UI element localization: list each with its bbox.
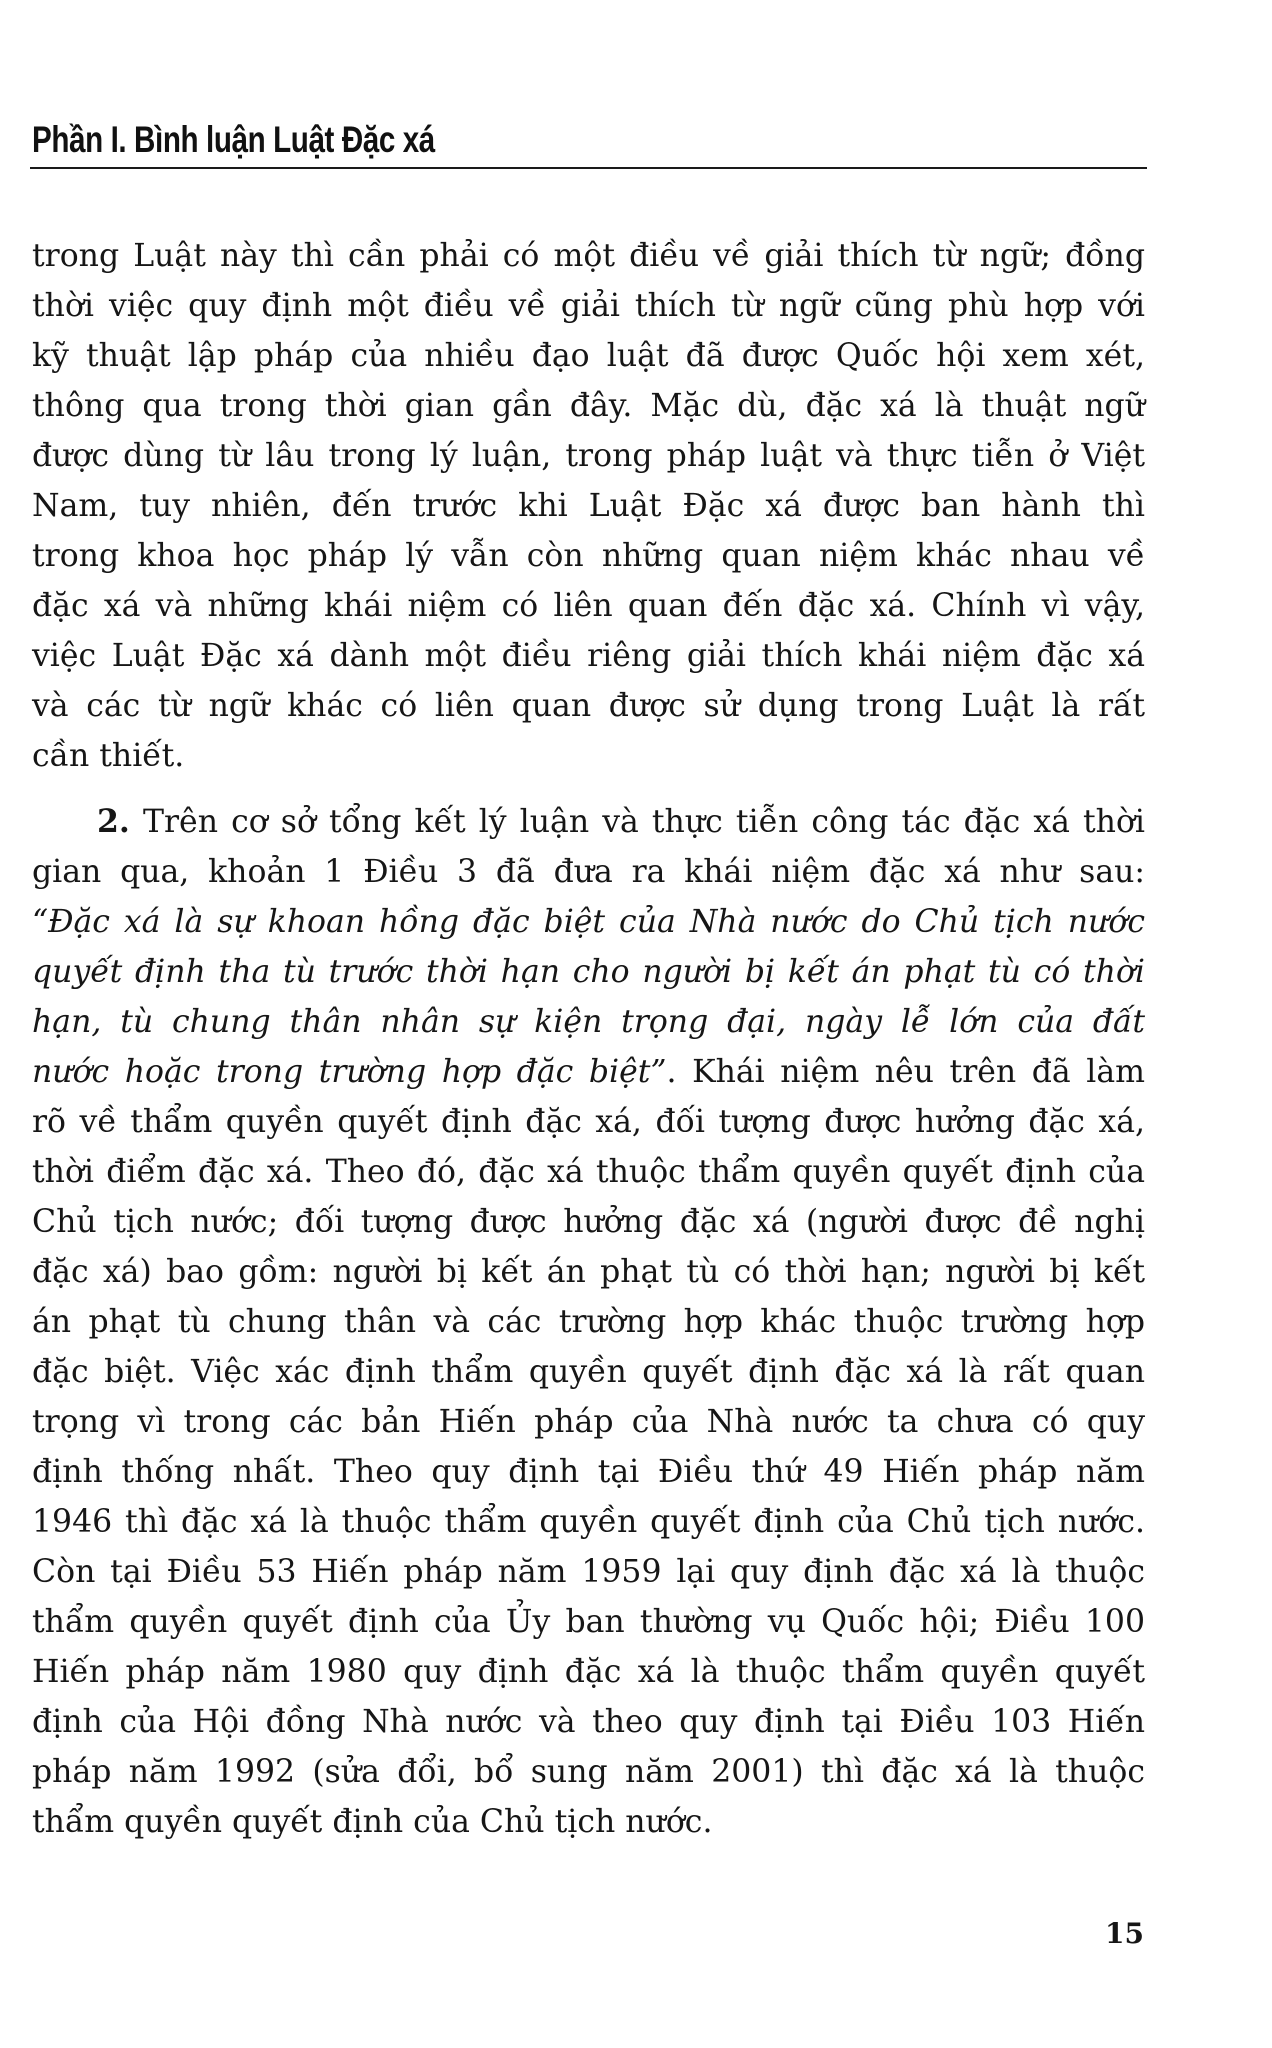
text-line: Nam, tuy nhiên, đến trước khi Luật Đặc xá được ban hành thì bbox=[32, 488, 1145, 524]
paragraph-number: 2. bbox=[97, 803, 130, 840]
text-line: định thống nhất. Theo quy định tại Điều thứ 49 Hiến pháp năm bbox=[32, 1454, 1145, 1490]
text-line: Còn tại Điều 53 Hiến pháp năm 1959 lại quy định đặc xá là thuộc bbox=[32, 1554, 1145, 1590]
text-span: . Khái niệm nêu trên đã làm bbox=[666, 1054, 1145, 1090]
text-line: cần thiết. bbox=[32, 738, 185, 774]
text-line: rõ về thẩm quyền quyết định đặc xá, đối tượng được hưởng đặc xá, bbox=[32, 1104, 1145, 1140]
quote-line: quyết định tha tù trước thời hạn cho người bị kết án phạt tù có thời bbox=[32, 954, 1145, 990]
text-line: đặc xá) bao gồm: người bị kết án phạt tù có thời hạn; người bị kết bbox=[32, 1254, 1145, 1290]
text-line: thẩm quyền quyết định của Ủy ban thường vụ Quốc hội; Điều 100 bbox=[32, 1604, 1145, 1640]
text-line: thẩm quyền quyết định của Chủ tịch nước. bbox=[32, 1804, 713, 1840]
text-line: đặc biệt. Việc xác định thẩm quyền quyết định đặc xá là rất quan bbox=[32, 1354, 1145, 1390]
text-line: và các từ ngữ khác có liên quan được sử dụng trong Luật là rất bbox=[32, 688, 1145, 724]
text-line: thời điểm đặc xá. Theo đó, đặc xá thuộc thẩm quyền quyết định của bbox=[32, 1154, 1145, 1190]
page-number: 15 bbox=[1105, 1917, 1144, 1950]
header-rule bbox=[30, 167, 1147, 169]
text-line: trong Luật này thì cần phải có một điều về giải thích từ ngữ; đồng bbox=[32, 238, 1145, 274]
quote-span: nước hoặc trong trường hợp đặc biệt” bbox=[32, 1054, 667, 1090]
text-line: án phạt tù chung thân và các trường hợp khác thuộc trường hợp bbox=[32, 1304, 1145, 1340]
text-line bbox=[97, 797, 1145, 847]
text-line: 1946 thì đặc xá là thuộc thẩm quyền quyết định của Chủ tịch nước. bbox=[32, 1504, 1145, 1540]
quote-line: hạn, tù chung thân nhân sự kiện trọng đại, ngày lễ lớn của đất bbox=[32, 1004, 1145, 1040]
quote-line: “Đặc xá là sự khoan hồng đặc biệt của Nhà nước do Chủ tịch nước bbox=[32, 904, 1145, 940]
text-line: việc Luật Đặc xá dành một điều riêng giải thích khái niệm đặc xá bbox=[32, 638, 1145, 674]
text-line bbox=[32, 1047, 1145, 1097]
text-line: kỹ thuật lập pháp của nhiều đạo luật đã được Quốc hội xem xét, bbox=[32, 338, 1145, 374]
text-line: pháp năm 1992 (sửa đổi, bổ sung năm 2001) thì đặc xá là thuộc bbox=[32, 1754, 1145, 1790]
text-line: định của Hội đồng Nhà nước và theo quy định tại Điều 103 Hiến bbox=[32, 1704, 1145, 1740]
text-line: thời việc quy định một điều về giải thích từ ngữ cũng phù hợp với bbox=[32, 288, 1145, 324]
text-line: trọng vì trong các bản Hiến pháp của Nhà nước ta chưa có quy bbox=[32, 1404, 1145, 1440]
text-line: trong khoa học pháp lý vẫn còn những quan niệm khác nhau về bbox=[32, 538, 1145, 574]
text-span: Trên cơ sở tổng kết lý luận và thực tiễn công tác đặc xá thời bbox=[129, 804, 1145, 840]
text-line: Hiến pháp năm 1980 quy định đặc xá là thuộc thẩm quyền quyết bbox=[32, 1654, 1145, 1690]
running-header: Phần I. Bình luận Luật Đặc xá bbox=[32, 119, 435, 160]
text-line: Chủ tịch nước; đối tượng được hưởng đặc xá (người được đề nghị bbox=[32, 1204, 1145, 1240]
text-line: gian qua, khoản 1 Điều 3 đã đưa ra khái niệm đặc xá như sau: bbox=[32, 854, 1145, 890]
text-line: đặc xá và những khái niệm có liên quan đến đặc xá. Chính vì vậy, bbox=[32, 588, 1145, 624]
text-line: thông qua trong thời gian gần đây. Mặc dù, đặc xá là thuật ngữ bbox=[32, 388, 1145, 424]
text-line: được dùng từ lâu trong lý luận, trong pháp luật và thực tiễn ở Việt bbox=[32, 438, 1145, 474]
